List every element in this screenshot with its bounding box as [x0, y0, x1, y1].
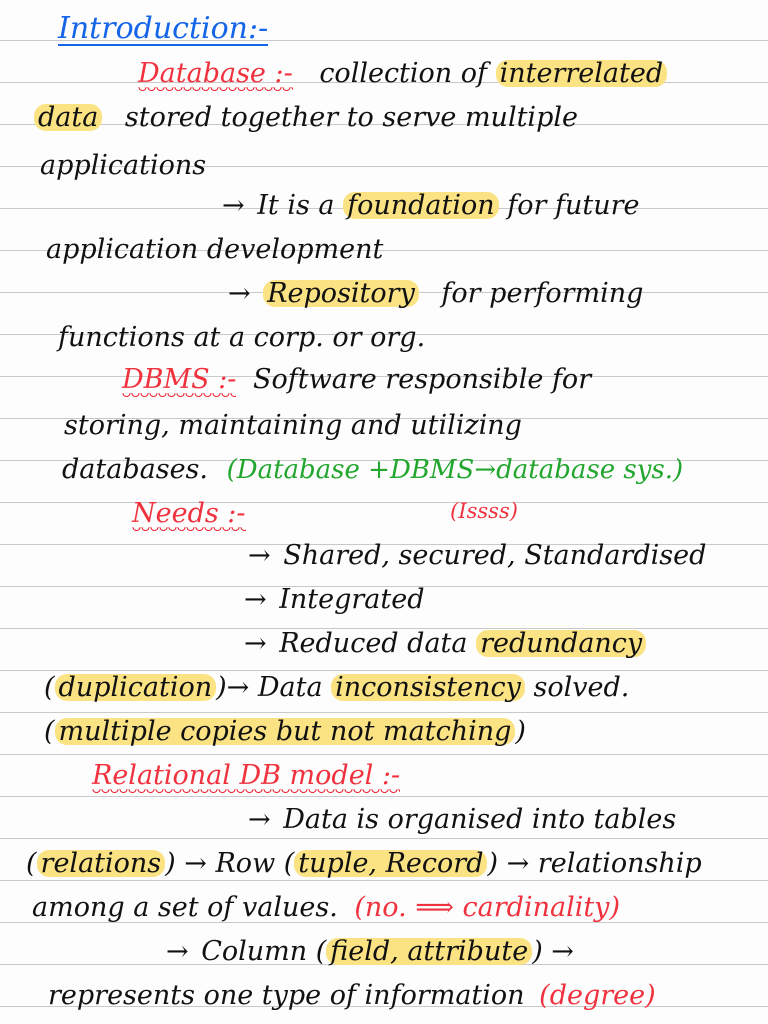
highlight-foundation: foundation	[343, 192, 499, 219]
needs-heading-line	[132, 500, 518, 533]
degree-note: (degree)	[539, 980, 656, 1011]
needs-term: Needs :-	[132, 500, 246, 533]
highlight-field-attribute: field, attribute	[326, 938, 532, 965]
database-line-3: applications	[40, 150, 207, 181]
relational-term: Relational DB model :-	[92, 762, 400, 795]
highlight-repository: Repository	[263, 280, 419, 307]
highlight-data: data	[34, 104, 102, 131]
highlight-relations: relations	[37, 850, 166, 877]
relational-point-3: among a set of values. (no. ⟹ cardinality)	[32, 892, 620, 923]
relational-point-5: represents one type of information (degree)	[48, 980, 656, 1011]
highlight-duplication: duplication	[55, 674, 217, 701]
database-point-1-cont: application development	[46, 234, 384, 265]
database-definition-line: Database :- collection of interrelated	[138, 60, 667, 93]
database-line-2: data stored together to serve multiple	[34, 104, 578, 131]
database-term: Database :-	[138, 60, 293, 93]
database-point-2: → Repository for performing	[228, 278, 644, 309]
dbms-line-3: databases. (Database +DBMS→database sys.)	[62, 454, 684, 485]
arrow-icon: →	[166, 936, 189, 967]
highlight-redundancy: redundancy	[476, 630, 646, 657]
dbms-term: DBMS :-	[122, 366, 236, 399]
dbms-line-2: storing, maintaining and utilizing	[64, 410, 522, 441]
highlight-inconsistency: inconsistency	[331, 674, 525, 701]
needs-item-1: → Shared, secured, Standardised	[248, 540, 707, 571]
arrow-icon: →	[228, 278, 251, 309]
arrow-icon: →	[248, 804, 271, 835]
cardinality-note: (no. ⟹ cardinality)	[354, 892, 620, 923]
arrow-icon: →	[244, 628, 267, 659]
needs-item-3: → Reduced data redundancy	[244, 630, 646, 657]
arrow-icon: →	[244, 584, 267, 615]
highlight-interrelated: interrelated	[496, 60, 668, 87]
page-heading: Introduction:-	[58, 11, 269, 46]
issue-note: (Issss)	[450, 499, 518, 523]
highlight-multiple-copies: multiple copies but not matching	[55, 718, 516, 745]
relational-point-4: → Column ( field, attribute ) →	[166, 936, 574, 967]
database-point-1: → It is a foundation for future	[222, 190, 640, 221]
dbms-definition-line: DBMS :- Software responsible for	[122, 366, 591, 399]
needs-item-5: ( multiple copies but not matching )	[44, 716, 526, 747]
needs-item-2: → Integrated	[244, 584, 425, 615]
arrow-icon: →	[248, 540, 271, 571]
needs-item-4: ( duplication )→ Data inconsistency solved.	[44, 672, 630, 703]
relational-point-2: ( relations ) → Row ( tuple, Record ) → relationship	[26, 848, 702, 879]
relational-heading-line	[92, 762, 400, 795]
arrow-icon: →	[222, 190, 245, 221]
relational-point-1: → Data is organised into tables	[248, 804, 677, 835]
highlight-tuple-record: tuple, Record	[294, 850, 487, 877]
dbms-note: (Database +DBMS→database sys.)	[226, 455, 684, 485]
database-point-2-cont: functions at a corp. or org.	[58, 322, 426, 353]
